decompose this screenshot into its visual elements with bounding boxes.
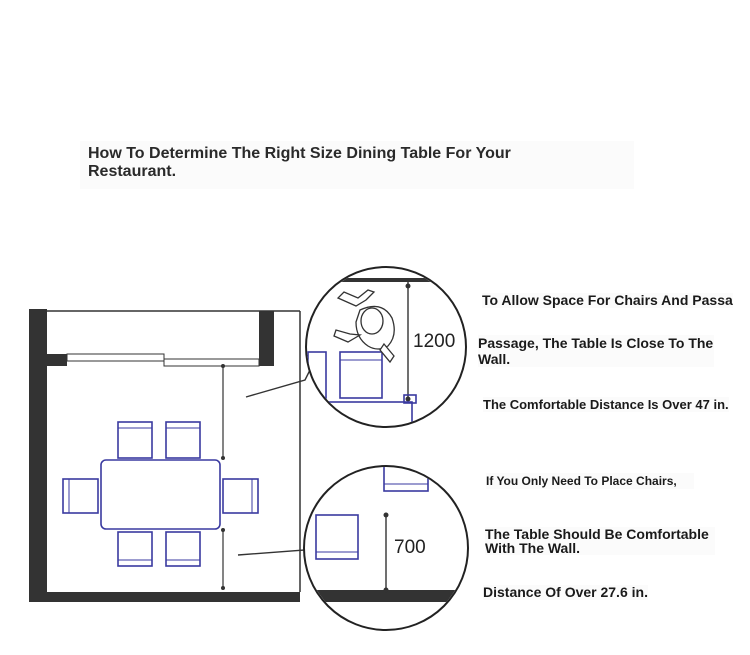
room-plan: [29, 309, 300, 602]
sliding-window-right: [164, 359, 259, 366]
dining-table: [101, 460, 220, 529]
dimension-label-1200: 1200: [413, 331, 456, 352]
note-table-wall: The Table Should Be Comfortable With The Wall.: [485, 527, 715, 555]
window-jamb: [47, 354, 67, 366]
chair-right: [223, 479, 258, 513]
bottom-wall: [29, 592, 300, 602]
chair-bottom-right: [166, 532, 200, 566]
note-distance-27: Distance Of Over 27.6 in.: [483, 584, 648, 600]
chair-top-right: [166, 422, 200, 458]
chair-top-left: [118, 422, 152, 458]
page-title: How To Determine The Right Size Dining Table For Your Restaurant.: [88, 145, 511, 180]
sliding-window-left: [67, 354, 164, 361]
note-only-chairs: If You Only Need To Place Chairs,: [486, 473, 694, 489]
chair-left: [63, 479, 98, 513]
dimension-label-700: 700: [394, 537, 426, 558]
left-wall: [29, 309, 47, 602]
note-allow-space: To Allow Space For Chairs And Passa: [482, 292, 733, 308]
table-set: [63, 422, 258, 566]
zoom-circle-bottom: [300, 465, 480, 630]
right-wall-segment: [259, 311, 274, 366]
note-comfortable-47: The Comfortable Distance Is Over 47 in.: [483, 397, 729, 412]
chair-bottom-left: [118, 532, 152, 566]
callout-pointer-bottom: [238, 520, 312, 555]
note-passage: Passage, The Table Is Close To The Wall.: [478, 335, 714, 367]
